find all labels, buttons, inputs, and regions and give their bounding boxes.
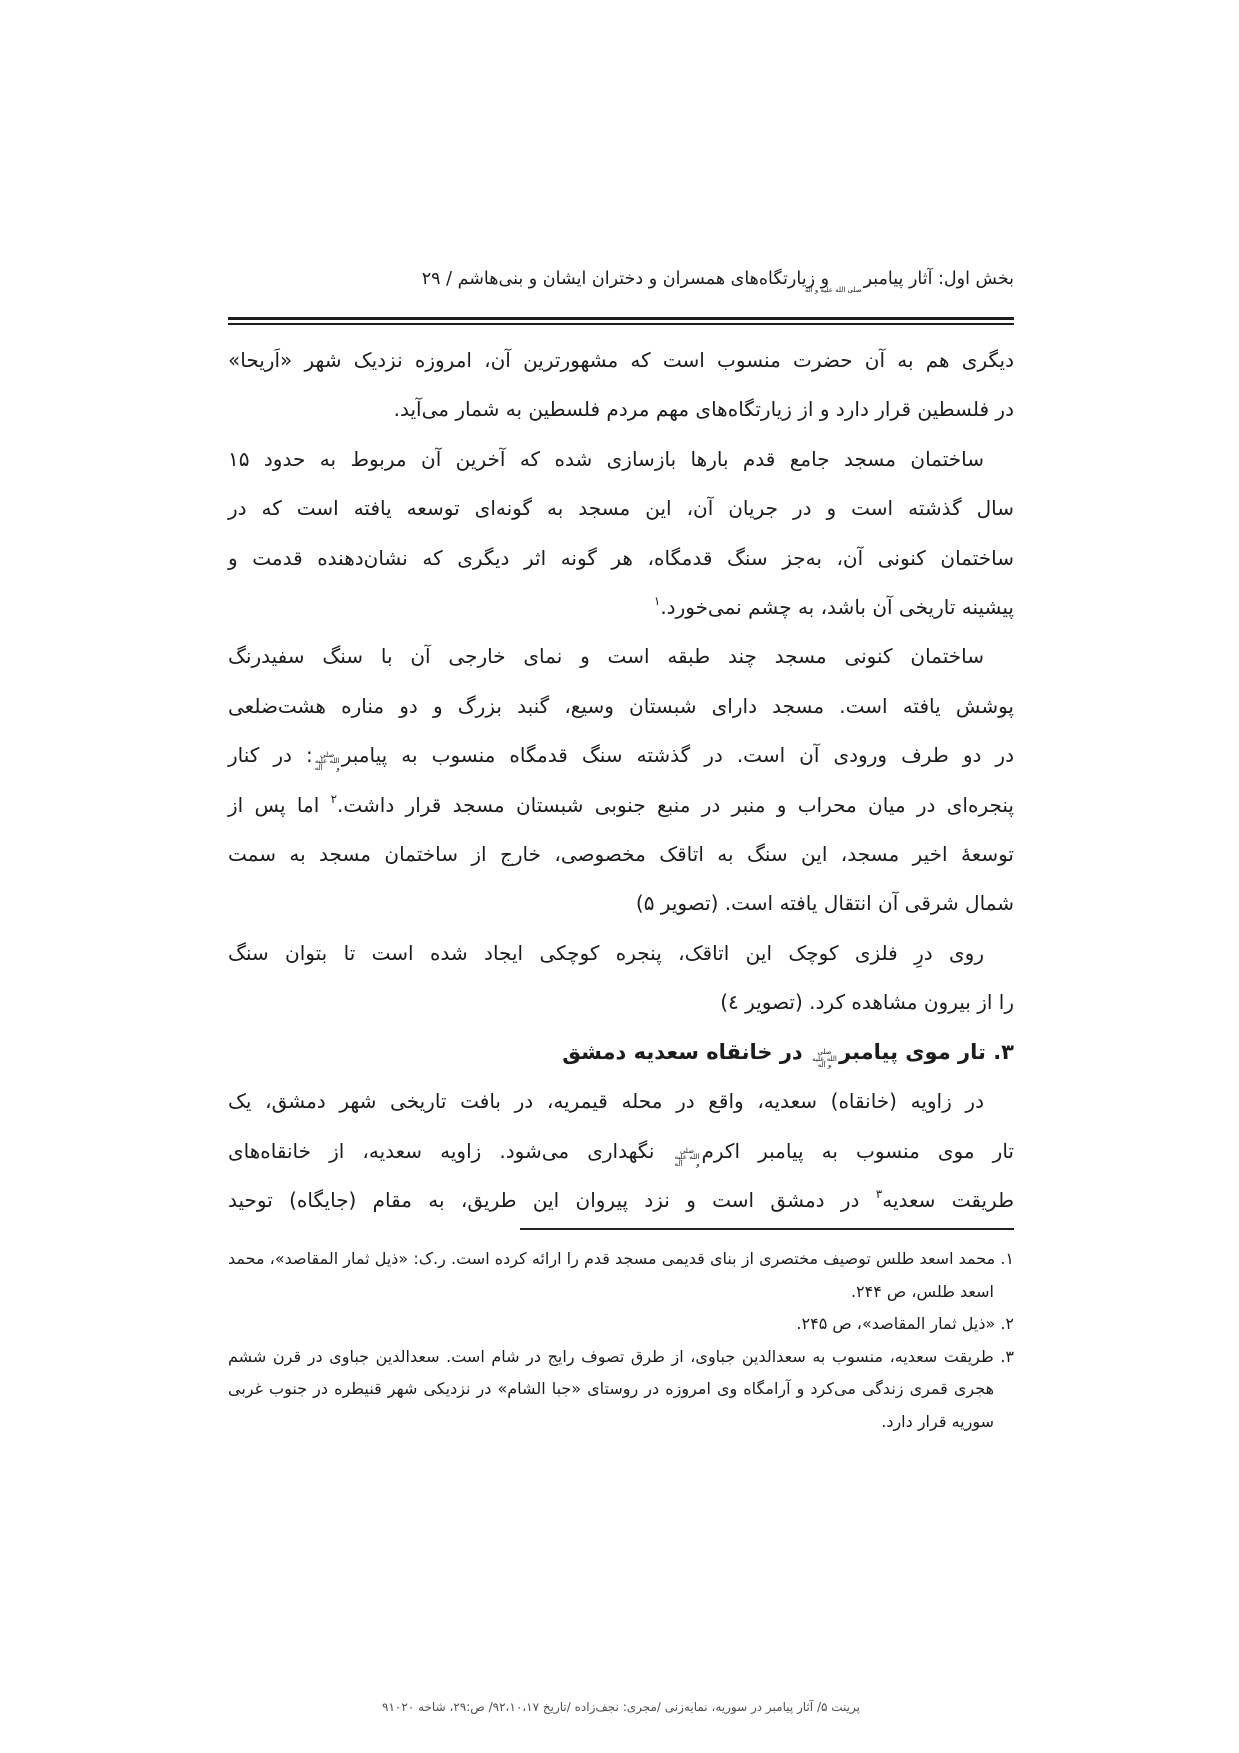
body-line: در فلسطین قرار دارد و از زیارتگاه‌های مهم مردم فلسطین به شمار می‌آید. bbox=[393, 397, 1014, 422]
prophet-honorific-icon: صلی الله علیه و آله bbox=[674, 1146, 700, 1168]
body-line: ساختمان کنونی آن، به‌جز سنگ قدمگاه، هر گونه اثر دیگری که نشان‌دهنده قدمت و bbox=[228, 545, 1014, 570]
footnote: ۳. طریقت سعدیه، منسوب به سعدالدین جباوی، از طرق تصوف رایج در شام است. سعدالدین جباوی در قرن ششم هجری قمری زندگی می‌کرد و آرامگاه وی امروزه در روستای «جبا الشام» در نزدیکی شهر قنیطره در جنوب غربی سوریه قرار دارد. bbox=[228, 1346, 1014, 1431]
body-line: توسعهٔ اخیر مسجد، این سنگ به اتاقک مخصوصی، خارج از ساختمان مسجد به سمت bbox=[228, 841, 1014, 866]
body-line: پیشینه تاریخی آن باشد، به چشم نمی‌خورد.$^۱$ bbox=[653, 593, 1014, 619]
body-line: پوشش یافته است. مسجد دارای شبستان وسیع، گنبد بزرگ و دو مناره هشت‌ضلعی bbox=[228, 693, 1014, 718]
footnotes-section bbox=[228, 1243, 1014, 1438]
body-line: روی درِ فلزی کوچک این اتاقک، پنجره کوچکی ایجاد شده است تا بتوان سنگ bbox=[228, 940, 984, 965]
body-line: ساختمان کنونی مسجد چند طبقه است و نمای خارجی آن با سنگ سفیدرنگ bbox=[228, 644, 984, 669]
prophet-honorific-icon: صلی الله علیه و آله bbox=[812, 1048, 837, 1070]
section-heading: ۳. تار موی پیامبرصلی الله علیه و آله در خانقاه سعدیه دمشق bbox=[562, 1040, 1014, 1070]
footnote-separator bbox=[520, 1228, 1014, 1230]
prophet-honorific-icon: صلی الله علیه و آله bbox=[314, 750, 340, 773]
body-line: طریقت سعدیه$^۳$ در دمشق است و نزد پیروان این طریق، به مقام (جایگاه) توحید bbox=[228, 1187, 1015, 1213]
running-header: بخش اول: آثار پیامبرصلی الله علیه و آله و زیارتگاه‌های همسران و دختران ایشان و بنی‌هاشم / ۲۹ bbox=[421, 269, 1014, 294]
footnote-ref: ۱ bbox=[653, 593, 661, 608]
prophet-honorific-icon: صلی الله علیه و آله bbox=[804, 286, 862, 294]
footnote-ref: ۳ bbox=[875, 1187, 883, 1202]
body-line: سال گذشته است و در جریان آن، این مسجد به گونه‌ای توسعه یافته است که در bbox=[228, 496, 1014, 521]
body-line: دیگری هم به آن حضرت منسوب است که مشهورترین آن، امروزه نزدیک شهر «اَریحا» bbox=[228, 348, 1014, 372]
body-line: تار موی منسوب به پیامبر اکرمصلی الله علیه و آله نگهداری می‌شود. زاویه سعدیه، از خانقاه‌های bbox=[228, 1138, 1014, 1168]
body-line: پنجره‌ای در میان محراب و منبر در منبع جنوبی شبستان مسجد قرار داشت.$^۲$ اما پس از bbox=[228, 791, 1014, 817]
body-line: ساختمان مسجد جامع قدم بارها بازسازی شده که آخرین آن مربوط به حدود ۱۵ bbox=[228, 446, 984, 471]
footnote-ref: ۲ bbox=[330, 791, 338, 806]
body-text bbox=[228, 336, 1014, 1226]
print-footer: پرینت ۵/ آثار پیامبر در سوریه، نمایه‌زنی /مجری: نجف‌زاده /تاریخ ۹۲،۱۰،۱۷/ ص:۲۹، شاخه ۹۱۰۲۰ bbox=[382, 1700, 860, 1714]
header-rule bbox=[228, 317, 1014, 325]
body-line: شمال شرقی آن انتقال یافته است. (تصویر ۵) bbox=[635, 891, 1014, 916]
body-line: در دو طرف ورودی آن است. در گذشته سنگ قدمگاه منسوب به پیامبرصلی الله علیه و آله: در کنار bbox=[228, 743, 1014, 773]
body-line: را از بیرون مشاهده کرد. (تصویر ٤) bbox=[720, 990, 1014, 1015]
body-line: در زاویه (خانقاه) سعدیه، واقع در محله قیمریه، در بافت تاریخی شهر دمشق، یک bbox=[228, 1089, 984, 1114]
footnote: ۱. محمد اسعد طلس توصیف مختصری از بنای قدیمی مسجد قدم را ارائه کرده است. ر.ک: «ذیل ثمار المقاصد»، محمد اسعد طلس، ص ۲۴۴. bbox=[228, 1249, 1014, 1301]
footnote: ۲. «ذیل ثمار المقاصد»، ص ۲۴۵. bbox=[796, 1314, 1014, 1333]
